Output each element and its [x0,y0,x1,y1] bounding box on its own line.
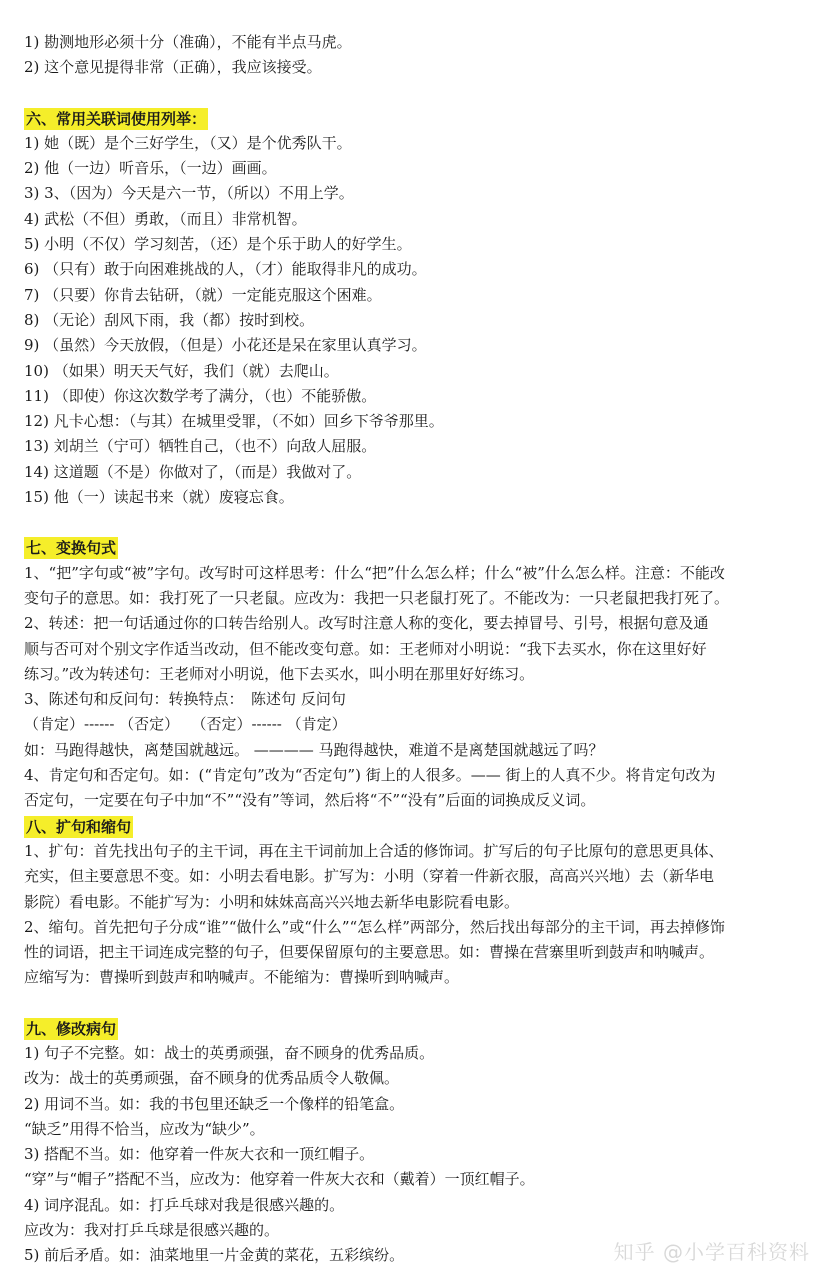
s6-line-5: 5) 小明（不仅）学习刻苦，（还）是个乐于助人的好学生。 [24,235,412,254]
s8-line-3: 影院）看电影。不能扩写为：小明和妹妹高高兴兴地去新华电影院看电影。 [24,892,520,911]
s8-line-2: 充实，但主要意思不变。如：小明去看电影。扩写为：小明（穿着一件新衣服，高高兴兴地）去（新华电 [24,867,715,886]
s9-line-6: “穿”与“帽子”搭配不当，应改为：他穿着一件灰大衣和（戴着）一顶红帽子。 [24,1170,535,1189]
s6-line-12: 12) 凡卡心想：（与其）在城里受罪，（不如）回乡下爷爷那里。 [24,412,444,431]
s7-line-10: 否定句，一定要在句子中加“不”“没有”等词，然后将“不”“没有”后面的词换成反义词。 [24,791,596,810]
section-6-heading: 六、常用关联词使用列举： [26,109,207,128]
s6-line-4: 4) 武松（不但）勇敢，（而且）非常机智。 [24,209,307,228]
s6-line-15: 15) 他（一）读起书来（就）废寝忘食。 [24,488,294,507]
s7-line-2: 变句子的意思。如：我打死了一只老鼠。应改为：我把一只老鼠打死了。不能改为：一只老鼠把我打死了。 [24,588,730,607]
s7-line-1: 1、“把”字句或“被”字句。改写时可这样思考：什么“把”什么怎么样；什么“被”什么怎么样。注意：不能改 [24,563,725,582]
s6-line-3: 3) 3、（因为）今天是六一节，（所以）不用上学。 [24,184,354,203]
s6-line-9: 9) （虽然）今天放假，（但是）小花还是呆在家里认真学习。 [24,336,427,355]
s9-line-5: 3) 搭配不当。如：他穿着一件灰大衣和一顶红帽子。 [24,1145,375,1164]
s9-line-9: 5) 前后矛盾。如：油菜地里一片金黄的菜花，五彩缤纷。 [24,1246,405,1265]
s7-line-8: 如：马跑得越快，离楚国就越远。 ———— 马跑得越快，难道不是离楚国就越远了吗？ [24,740,604,759]
s9-line-3: 2) 用词不当。如：我的书包里还缺乏一个像样的铅笔盒。 [24,1094,405,1113]
s6-line-10: 10) （如果）明天天气好，我们（就）去爬山。 [24,361,339,380]
s7-line-4: 顺与否可对个别文字作适当改动，但不能改变句意。如：王老师对小明说：“我下去买水，你在这里好好 [24,639,707,658]
section-6-heading-row [24,106,814,131]
section-8-heading-row [24,814,814,839]
s9-line-4: “缺乏”用得不恰当，应改为“缺少”。 [24,1119,265,1138]
s7-line-3: 2、转述：把一句话通过你的口转告给别人。改写时注意人称的变化，要去掉冒号、引号，根据句意及通 [24,614,709,633]
s7-line-7: （肯定）------ （否定） （否定）------ （肯定） [24,715,347,734]
s6-line-7: 7) （只要）你肯去钻研，（就）一定能克服这个困难。 [24,285,382,304]
s8-line-6: 应缩写为：曹操听到鼓声和呐喊声。不能缩为：曹操听到呐喊声。 [24,968,460,987]
s7-line-9: 4、肯定句和否定句。如：(“肯定句”改为“否定句”) 街上的人很多。—— 街上的人真不少。将肯定句改为 [24,766,716,785]
s6-line-11: 11) （即使）你这次数学考了满分，（也）不能骄傲。 [24,386,377,405]
intro-line-1: 1) 勘测地形必须十分（准确），不能有半点马虎。 [24,33,352,51]
s8-line-4: 2、缩句。首先把句子分成“谁”“做什么”或“什么”“怎么样”两部分，然后找出每部分的主干词，再去掉修饰 [24,917,725,936]
section-9-heading: 九、修改病句 [26,1019,117,1038]
s7-line-5: 练习。”改为转述句：王老师对小明说，他下去买水，叫小明在那里好好练习。 [24,664,535,683]
s6-line-2: 2) 他（一边）听音乐，（一边）画画。 [24,159,277,178]
s9-line-2: 改为：战士的英勇顽强，奋不顾身的优秀品质令人敬佩。 [24,1069,400,1088]
s7-line-6: 3、陈述句和反问句：转换特点： 陈述句 反问句 [24,690,346,709]
intro-line-2: 2) 这个意见提得非常（正确），我应该接受。 [24,58,322,77]
section-7-heading-row [24,535,814,560]
s8-line-5: 性的词语，把主干词连成完整的句子，但要保留原句的主要意思。如：曹操在营寨里听到鼓声和呐喊声。 [24,943,715,962]
s9-line-8: 应改为：我对打乒乓球是很感兴趣的。 [24,1221,280,1240]
watermark: 知乎 @小学百科资料 [613,1240,810,1264]
s6-line-8: 8) （无论）刮风下雨，我（都）按时到校。 [24,310,315,329]
section-9-heading-row [24,1016,814,1041]
s8-line-1: 1、扩句：首先找出句子的主干词，再在主干词前加上合适的修饰词。扩写后的句子比原句的意思更具体、 [24,841,724,860]
document-page [24,30,814,1269]
s6-line-13: 13) 刘胡兰（宁可）牺牲自己，（也不）向敌人屈服。 [24,437,377,456]
s6-line-14: 14) 这道题（不是）你做对了，（而是）我做对了。 [24,462,362,481]
s6-line-6: 6) （只有）敢于向困难挑战的人，（才）能取得非凡的成功。 [24,260,427,279]
section-7-heading: 七、变换句式 [26,539,117,558]
s9-line-7: 4) 词序混乱。如：打乒乓球对我是很感兴趣的。 [24,1195,345,1214]
s6-line-1: 1) 她（既）是个三好学生，（又）是个优秀队干。 [24,133,352,152]
s9-line-1: 1) 句子不完整。如：战士的英勇顽强，奋不顾身的优秀品质。 [24,1043,435,1062]
section-8-heading: 八、扩句和缩句 [26,817,132,836]
